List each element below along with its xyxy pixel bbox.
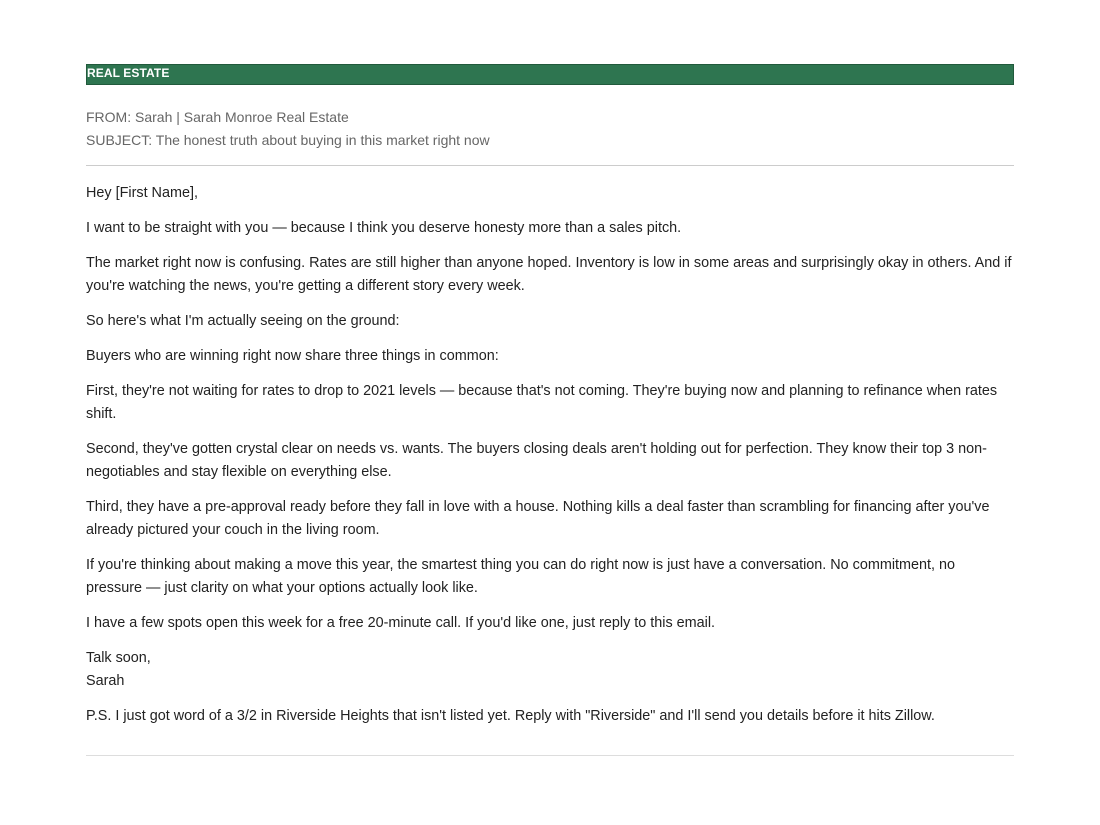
paragraph-ground: So here's what I'm actually seeing on the ground: — [86, 313, 400, 329]
postscript: P.S. I just got word of a 3/2 in Riverside Heights that isn't listed yet. Reply with "Riverside" and I'll send you details before it hits Zillow. — [86, 708, 935, 724]
email-header — [86, 106, 1014, 152]
from-line: FROM: Sarah | Sarah Monroe Real Estate — [86, 109, 349, 125]
paragraph-conversation: If you're thinking about making a move this year, the smartest thing you can do right now is just have a conversation. No commitment, no pressure — just clarity on what your options actually look like. — [86, 557, 956, 596]
subject-line: SUBJECT: The honest truth about buying in this market right now — [86, 132, 490, 148]
email-preview — [86, 64, 1014, 756]
email-body — [86, 182, 1014, 728]
paragraph-call: I have a few spots open this week for a free 20-minute call. If you'd like one, just reply to this email. — [86, 615, 716, 631]
paragraph-intro: I want to be straight with you — because I think you deserve honesty more than a sales pitch. — [86, 220, 682, 236]
footer-divider — [86, 755, 1014, 756]
signoff: Talk soon, — [86, 650, 151, 666]
paragraph-third: Third, they have a pre-approval ready before they fall in love with a house. Nothing kills a deal faster than scrambling for financing after you've already pictured your couch in the living room. — [86, 499, 990, 538]
header-divider — [86, 165, 1014, 166]
paragraph-second: Second, they've gotten crystal clear on needs vs. wants. The buyers closing deals aren't holding out for perfection. They know their top 3 non-negotiables and stay flexible on everything else. — [86, 441, 987, 480]
category-label: REAL ESTATE — [87, 66, 170, 80]
paragraph-first: First, they're not waiting for rates to drop to 2021 levels — because that's not coming. They're buying now and planning to refinance when rates shift. — [86, 383, 998, 422]
paragraph-three-things: Buyers who are winning right now share three things in common: — [86, 348, 499, 364]
greeting: Hey [First Name], — [86, 185, 198, 201]
signoff-block — [86, 647, 1014, 693]
paragraph-market: The market right now is confusing. Rates are still higher than anyone hoped. Inventory is low in some areas and surprisingly okay in others. And if you're watching the news, you're getting a different story every week. — [86, 255, 1012, 294]
signature: Sarah — [86, 673, 125, 689]
category-banner — [86, 64, 1014, 85]
